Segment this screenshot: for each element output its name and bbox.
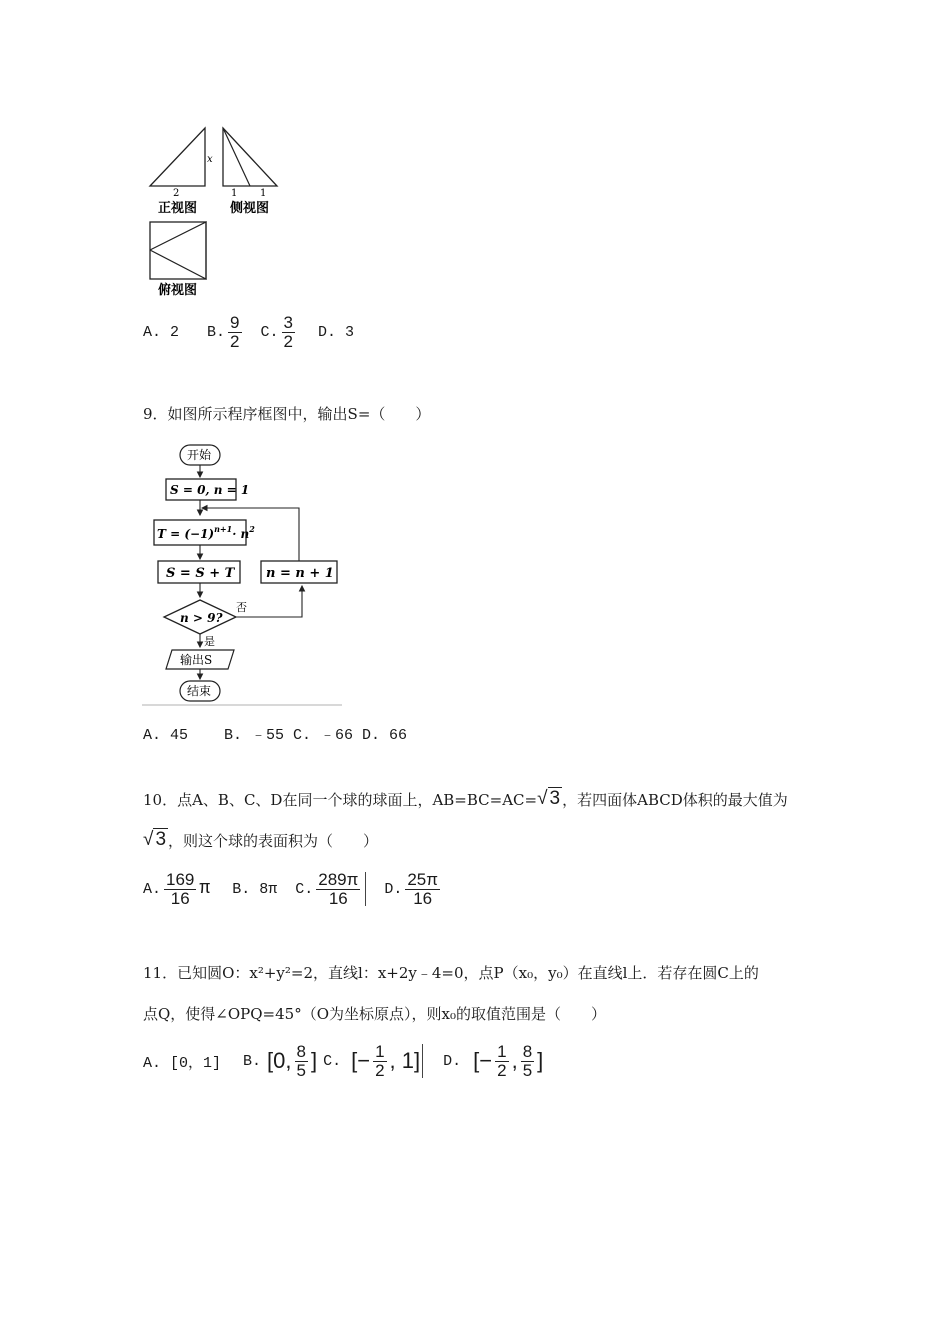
q10-sqrt-1: √ 3 (537, 788, 561, 809)
q10-line2 (143, 829, 378, 851)
flow-end-label: 结束 (187, 684, 212, 698)
flow-init-label: S = 0, n = 1 (170, 483, 250, 497)
q10-c-prefix: C. (295, 880, 314, 898)
q10-d-numerator: 25π (407, 869, 438, 889)
q10-option-a[interactable] (143, 871, 210, 908)
q8-option-b-prefix: B. (207, 323, 226, 341)
side-dim-1b: 1 (260, 188, 267, 199)
front-dim-x: x (207, 154, 213, 165)
q8-option-d[interactable]: D. 3 (317, 323, 354, 341)
q10-a-fraction (164, 871, 196, 908)
q10-c-fraction (316, 871, 360, 908)
q11-d-numerator-2: 8 (522, 1041, 533, 1061)
q11-option-c[interactable] (323, 1043, 423, 1080)
q10-option-d[interactable] (384, 871, 443, 908)
q11-c-close: , 1] (389, 1048, 421, 1073)
q10-c-divider (365, 872, 366, 906)
q9-stem: 9．如图所示程序框图中，输出S=（ ） (143, 405, 431, 423)
q11-line1: 11．已知圆O：x²+y²=2，直线l：x+2y﹣4=0，点P（x₀，y₀）在直线l上．若存在圆C上的 (143, 964, 759, 982)
q8-option-c-prefix: C. (260, 323, 279, 341)
q11-b-fraction (295, 1043, 308, 1080)
q10-a-pi: π (199, 879, 211, 899)
q11-d-comma: , (511, 1048, 518, 1073)
q10-line2-text: ，则这个球的表面积为（ ） (168, 831, 379, 850)
flow-increment-label: n = n + 1 (266, 566, 334, 581)
top-view-label: 俯视图 (158, 283, 198, 298)
q8-b-denominator: 2 (230, 331, 240, 351)
side-view-label: 侧视图 (230, 201, 270, 216)
q11-option-a[interactable]: A. [0，1] (143, 1054, 222, 1072)
top-view-lines (150, 222, 206, 279)
q11-b-denominator: 5 (296, 1060, 306, 1080)
q8-option-c-fraction (282, 314, 295, 351)
q11-option-d[interactable] (443, 1043, 543, 1080)
q11-b-prefix: B. (243, 1052, 262, 1070)
q11-options (143, 1038, 543, 1084)
q10-option-b[interactable]: B. 8π (232, 880, 278, 898)
q10-sqrt-2: √ 3 (143, 829, 167, 850)
three-view-figure (140, 120, 290, 300)
flow-start-label: 开始 (187, 448, 212, 462)
q10-line1-text: 10．点A、B、C、D在同一个球的球面上，AB=BC=AC= (143, 790, 538, 809)
q11-c-prefix: C. (323, 1052, 342, 1070)
side-dim-1a: 1 (231, 188, 238, 199)
flow-output-label: 输出S (180, 653, 213, 667)
q11-b-open: [0, (267, 1048, 292, 1073)
q11-d-fraction-1 (495, 1043, 508, 1080)
q11-d-close: ] (537, 1048, 544, 1073)
flow-yes-label: 是 (204, 635, 215, 648)
q11-d-denominator-1: 2 (497, 1060, 507, 1080)
q10-a-numerator: 169 (166, 869, 195, 889)
q8-option-b-fraction (228, 314, 241, 351)
q10-option-c[interactable] (295, 871, 366, 908)
side-view-inner-line (223, 128, 250, 186)
q10-a-prefix: A. (143, 880, 162, 898)
q11-d-numerator-1: 1 (497, 1041, 507, 1061)
q8-option-c[interactable] (261, 314, 298, 351)
q11-d-denominator-2: 5 (522, 1060, 533, 1080)
q10-c-numerator: 289π (318, 869, 359, 889)
q11-c-numerator: 1 (375, 1041, 385, 1061)
q10-a-denominator: 16 (170, 888, 190, 908)
q8-c-denominator: 2 (283, 331, 293, 351)
q8-b-numerator: 9 (230, 312, 240, 332)
side-view-triangle (223, 128, 277, 186)
front-dim-2: 2 (173, 188, 180, 199)
q11-d-fraction-2 (521, 1043, 534, 1080)
q10-d-fraction (405, 871, 440, 908)
q11-d-prefix: D. (443, 1052, 462, 1070)
q8-option-a[interactable]: A. 2 (143, 323, 180, 341)
q11-c-open: [− (351, 1048, 371, 1073)
q8-c-numerator: 3 (283, 312, 293, 332)
q10-line1-tail: ，若四面体ABCD体积的最大值为 (562, 790, 788, 809)
flowchart (142, 440, 347, 708)
flow-decision-label: n > 9? (180, 611, 223, 625)
q10-d-prefix: D. (384, 880, 403, 898)
q10-options (143, 866, 443, 912)
q9-options[interactable]: A. 45 B. ﹣55 C. ﹣66 D. 66 (143, 727, 408, 744)
flow-no-label: 否 (236, 601, 247, 614)
q10-line1 (143, 788, 788, 810)
q11-b-numerator: 8 (296, 1041, 306, 1061)
q11-line2: 点Q，使得∠OPQ=45°（O为坐标原点），则x₀的取值范围是（ ） (143, 1005, 606, 1023)
q11-c-fraction (373, 1043, 386, 1080)
q10-d-denominator: 16 (413, 888, 433, 908)
flow-t-assign-label: $T = (-1)^{n+1}\cdot n^2$ (157, 524, 255, 541)
q10-c-denominator: 16 (328, 888, 348, 908)
q8-options (143, 310, 354, 354)
q11-c-denominator: 2 (375, 1060, 385, 1080)
top-view-rect (150, 222, 206, 279)
flow-sum-label: S = S + T (166, 566, 235, 581)
q11-c-divider (422, 1044, 423, 1078)
front-view-label: 正视图 (158, 201, 198, 216)
q11-option-b[interactable] (243, 1043, 317, 1080)
front-view-triangle (150, 128, 205, 186)
q11-b-close: ] (310, 1048, 318, 1073)
q11-d-open: [− (473, 1048, 493, 1073)
q8-option-b[interactable] (207, 314, 244, 351)
